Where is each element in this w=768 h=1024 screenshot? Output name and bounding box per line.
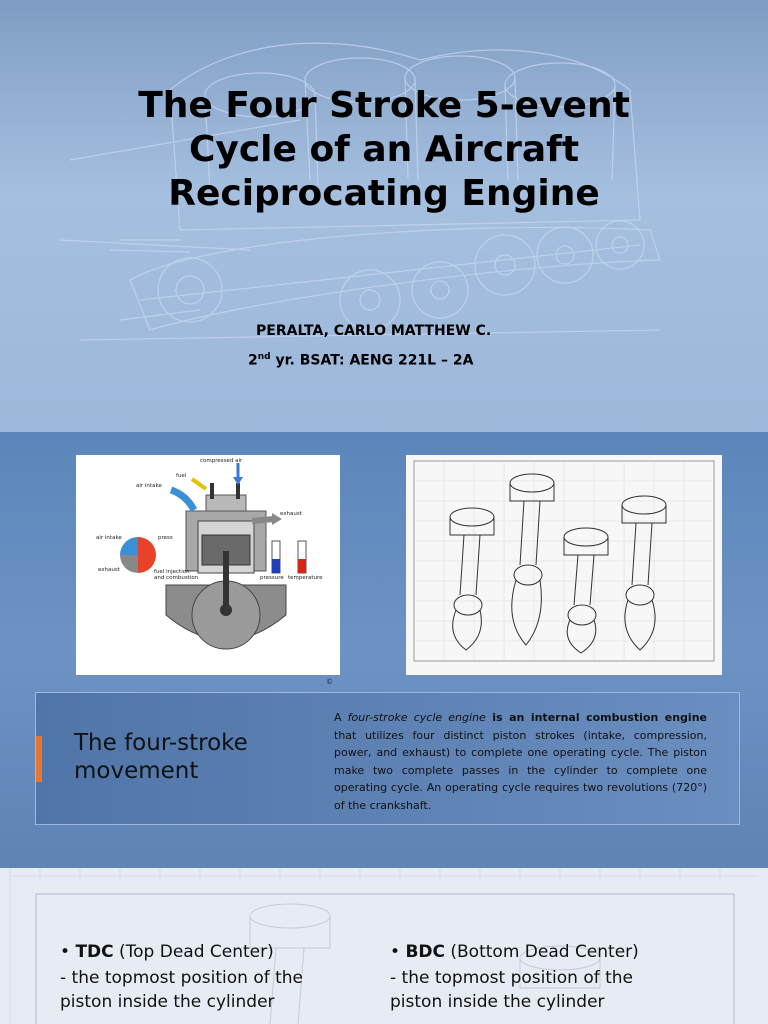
course-line [220, 344, 620, 374]
label-pie-exhaust: exhaust [98, 567, 120, 573]
cycle-pie-chart [120, 537, 156, 573]
label-temperature: temperature [288, 575, 323, 581]
para-part-c: that utilizes four distinct piston strokes (intake, compression, power, and exhaust) to complete one operating cycle. The piston make two complete passes in the cylinder to complete one operating cycle. An operating cycle requires two revolutions (720°) of the crankshaft. [334, 728, 707, 812]
author-name: PERALTA, CARLO MATTHEW C. [256, 323, 492, 339]
four-stroke-slide [0, 432, 768, 868]
label-exhaust: exhaust [280, 511, 302, 517]
course-year: 2 [248, 352, 258, 369]
exhaust-pipe [252, 519, 274, 521]
tdc-definition: - the topmost position of the piston inside the cylinder [60, 968, 304, 1012]
fuel-injector [210, 483, 214, 499]
fuel-arrow [192, 479, 206, 489]
bullet-mark: • [60, 942, 76, 962]
dead-center-slide [0, 868, 768, 1024]
label-pie-press: press [158, 535, 173, 541]
engine-diagram-image [76, 455, 340, 675]
piston-4 [622, 496, 666, 650]
air-valve [236, 483, 240, 499]
piston-1 [450, 508, 494, 650]
bullet-mark: • [390, 942, 406, 962]
pie-power [138, 537, 156, 555]
grid-lines [414, 461, 714, 661]
image-credit: © [326, 678, 333, 686]
label-pie-fuel-2: and combustion [154, 575, 199, 581]
temperature-gauge-fill [298, 559, 306, 573]
para-part-a: A [334, 711, 348, 724]
tdc-term: TDC [75, 942, 114, 962]
bdc-expansion: (Bottom Dead Center) [444, 942, 639, 962]
tdc-expansion: (Top Dead Center) [113, 942, 274, 962]
title-line-2: Cycle of an Aircraft [188, 129, 580, 170]
pie-intake [120, 537, 138, 555]
label-compressed-air: compressed air [200, 458, 243, 464]
compressed-air-arrowhead [233, 477, 243, 485]
pie-exhaust [120, 555, 138, 573]
label-fuel: fuel [176, 473, 187, 479]
tdc-bullet [60, 942, 360, 1014]
definition-paragraph [334, 709, 707, 815]
slide-title [40, 84, 728, 216]
air-intake-arrow [171, 490, 194, 510]
title-line-3: Reciprocating Engine [168, 173, 600, 214]
para-term: four-stroke cycle engine [347, 711, 486, 724]
label-air-intake: air intake [136, 483, 162, 489]
label-pie-air-intake: air intake [96, 535, 122, 541]
para-bold-term: internal combustion engine [530, 711, 707, 724]
title-slide [0, 0, 768, 432]
accent-bar [36, 736, 42, 782]
para-part-b: is an [485, 711, 531, 724]
course-year-suffix: nd [257, 352, 271, 362]
course-code: yr. BSAT: AENG 221L – 2A [270, 352, 474, 369]
section-heading: The four-stroke movement [74, 730, 248, 784]
piston-2 [510, 474, 554, 645]
pressure-gauge-fill [272, 559, 280, 573]
label-pie-fuel: fuel injection [154, 569, 190, 575]
crank-pin [220, 604, 232, 616]
bdc-definition: - the topmost position of the piston inside the cylinder [390, 968, 634, 1012]
definition-box [35, 692, 740, 825]
label-pressure: pressure [260, 575, 284, 581]
piston-3 [564, 528, 608, 653]
bdc-bullet [390, 942, 690, 1014]
title-line-1: The Four Stroke 5-event [138, 85, 630, 126]
author-block [220, 318, 620, 374]
piston-wireframe-image [406, 455, 722, 675]
bdc-term: BDC [405, 942, 445, 962]
